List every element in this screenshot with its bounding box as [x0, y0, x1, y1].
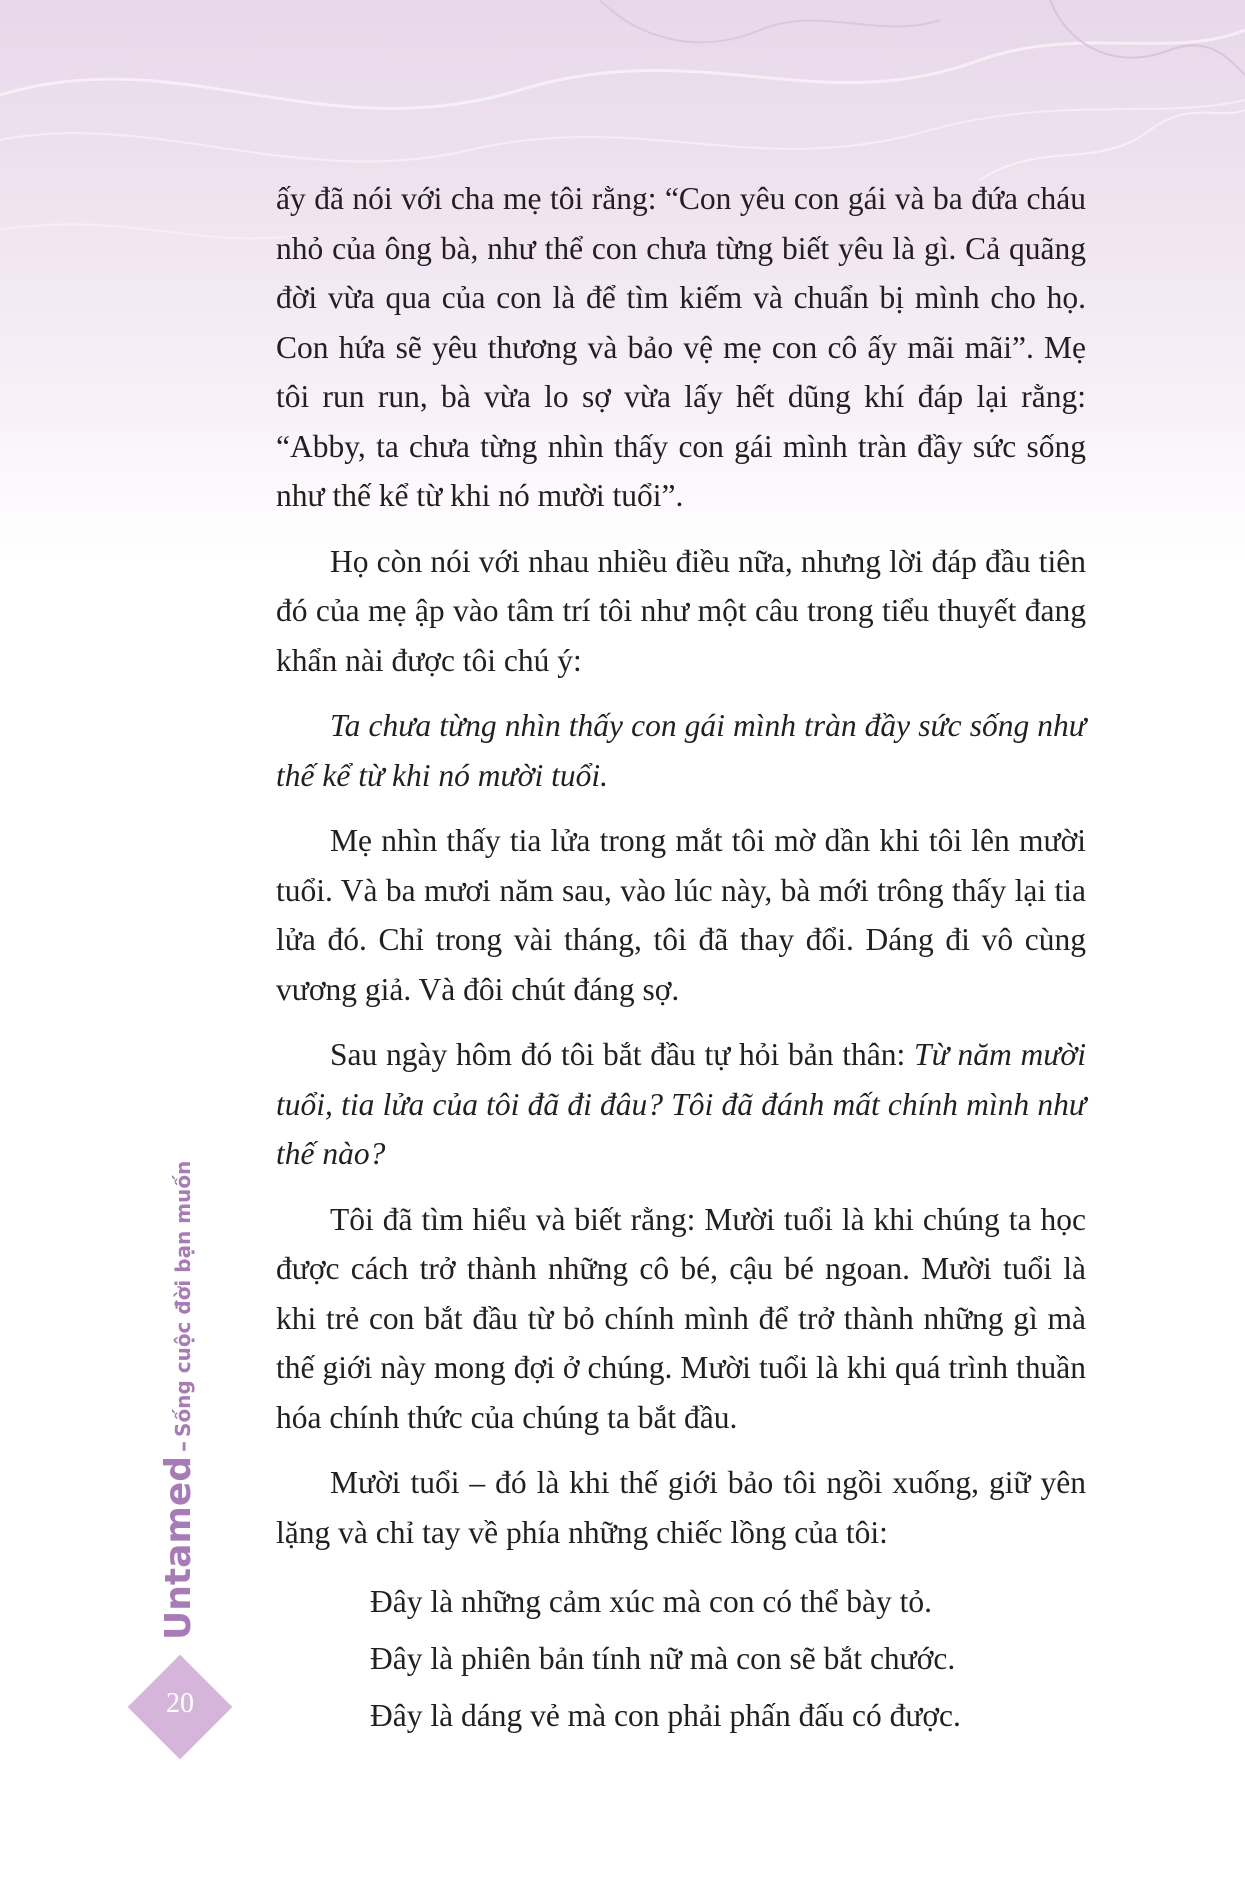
- verse-line-3: Đây là dáng vẻ mà con phải phấn đấu có được.: [370, 1698, 961, 1733]
- title-separator: –: [171, 1440, 196, 1452]
- book-subtitle: Sống cuộc đời bạn muốn: [171, 1160, 195, 1437]
- verse-line-1: Đây là những cảm xúc mà con có thể bày tỏ.: [370, 1584, 933, 1619]
- paragraph-1: ấy đã nói với cha mẹ tôi rằng: “Con yêu con gái và ba đứa cháu nhỏ của ông bà, như thể con chưa từng biết yêu là gì. Cả quãng đời vừa qua của con là để tìm kiếm và chuẩn bị mình cho họ. Con hứa sẽ yêu thương và bảo vệ mẹ con cô ấy mãi mãi”. Mẹ tôi run run, bà vừa lo sợ vừa lấy hết dũng khí đáp lại rằng: “Abby, ta chưa từng nhìn thấy con gái mình tràn đầy sức sống như thế kể từ khi nó mười tuổi”.: [276, 181, 1086, 513]
- body-text: [276, 174, 1086, 1744]
- paragraph-6: Tôi đã tìm hiểu và biết rằng: Mười tuổi là khi chúng ta học được cách trở thành những cô bé, cậu bé ngoan. Mười tuổi là khi trẻ con bắt đầu từ bỏ chính mình để trở thành những gì mà thế giới này mong đợi ở chúng. Mười tuổi là khi quá trình thuần hóa chính thức của chúng ta bắt đầu.: [276, 1201, 1086, 1435]
- paragraph-4: Mẹ nhìn thấy tia lửa trong mắt tôi mờ dần khi tôi lên mười tuổi. Và ba mươi năm sau, vào lúc này, bà mới trông thấy lại tia lửa đó. Chỉ trong vài tháng, tôi đã thay đổi. Dáng đi vô cùng vương giả. Và đôi chút đáng sợ.: [276, 823, 1086, 1007]
- paragraph-5: [276, 1030, 1086, 1179]
- paragraph-7: Mười tuổi – đó là khi thế giới bảo tôi ngồi xuống, giữ yên lặng và chỉ tay về phía những chiếc lồng của tôi:: [276, 1465, 1086, 1550]
- paragraph-2: Họ còn nói với nhau nhiều điều nữa, nhưng lời đáp đầu tiên đó của mẹ ập vào tâm trí tôi như một câu trong tiểu thuyết đang khẩn nài được tôi chú ý:: [276, 543, 1086, 678]
- italic-quote: Ta chưa từng nhìn thấy con gái mình tràn đầy sức sống như thế kể từ khi nó mười tuổi.: [276, 708, 1086, 793]
- paragraph-5-italic: Từ năm mười tuổi, tia lửa của tôi đã đi đâu? Tôi đã đánh mất chính mình như thế nào?: [276, 1037, 1086, 1171]
- paragraph-5-lead: Sau ngày hôm đó tôi bắt đầu tự hỏi bản thân:: [330, 1037, 915, 1072]
- verse-line-2: Đây là phiên bản tính nữ mà con sẽ bắt chước.: [370, 1641, 956, 1676]
- book-brand: Untamed: [158, 1455, 199, 1640]
- running-book-title: [158, 1161, 199, 1640]
- page-number: 20: [166, 1688, 194, 1719]
